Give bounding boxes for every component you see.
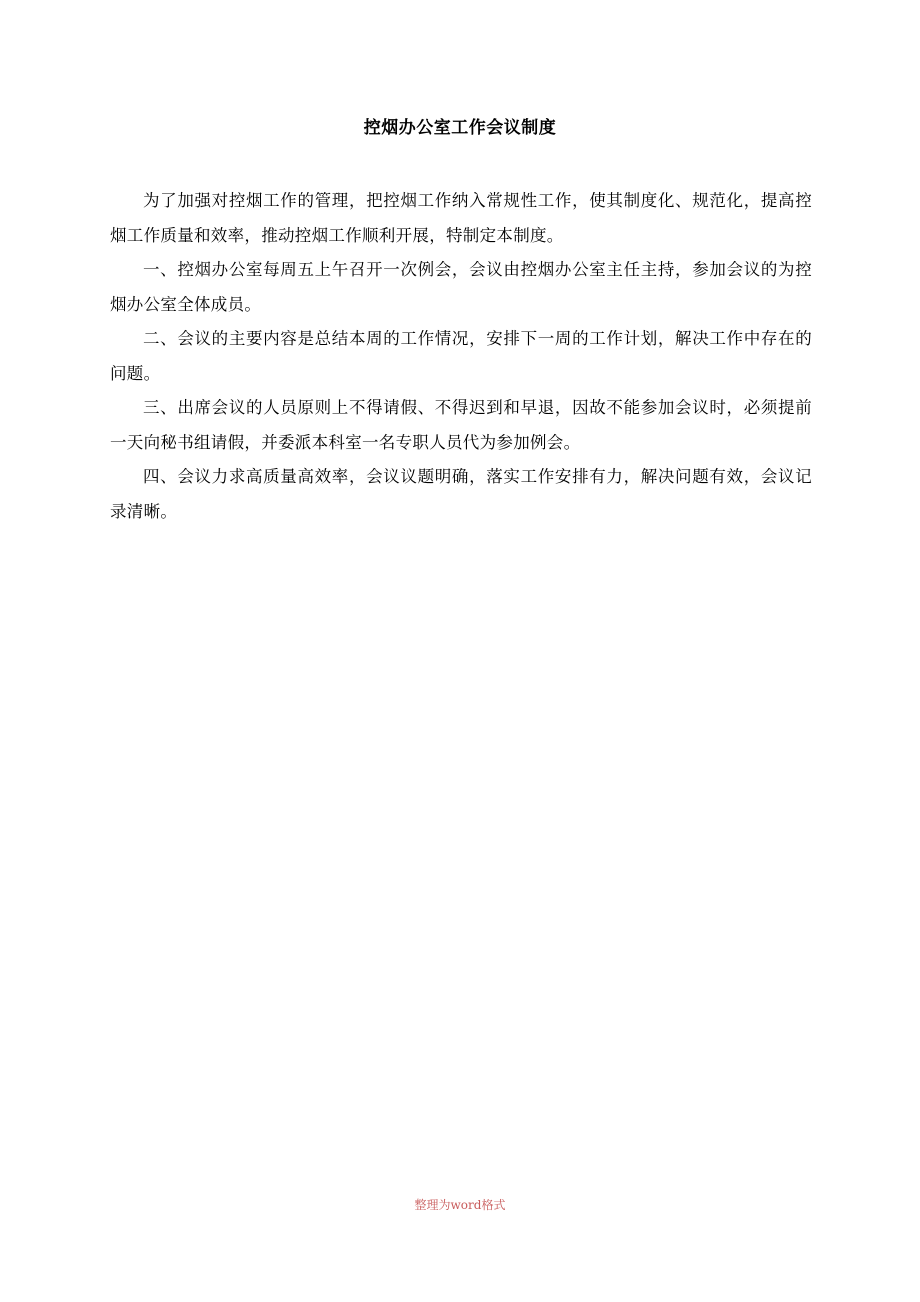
paragraph-item-2: 二、会议的主要内容是总结本周的工作情况，安排下一周的工作计划，解决工作中存在的问题。 xyxy=(110,329,812,383)
document-body xyxy=(110,184,812,529)
paragraph-intro: 为了加强对控烟工作的管理，把控烟工作纳入常规性工作，使其制度化、规范化，提高控烟工作质量和效率，推动控烟工作顺利开展，特制定本制度。 xyxy=(110,191,812,245)
paragraph-item-1: 一、控烟办公室每周五上午召开一次例会，会议由控烟办公室主任主持，参加会议的为控烟办公室全体成员。 xyxy=(110,260,812,314)
paragraph-item-4: 四、会议力求高质量高效率，会议议题明确，落实工作安排有力，解决问题有效，会议记录清晰。 xyxy=(110,467,812,521)
document-title: 控烟办公室工作会议制度 xyxy=(363,118,557,138)
paragraph-item-3: 三、出席会议的人员原则上不得请假、不得迟到和早退，因故不能参加会议时，必须提前一天向秘书组请假，并委派本科室一名专职人员代为参加例会。 xyxy=(110,398,812,452)
page-footer: 整理为word格式 xyxy=(414,1198,506,1212)
